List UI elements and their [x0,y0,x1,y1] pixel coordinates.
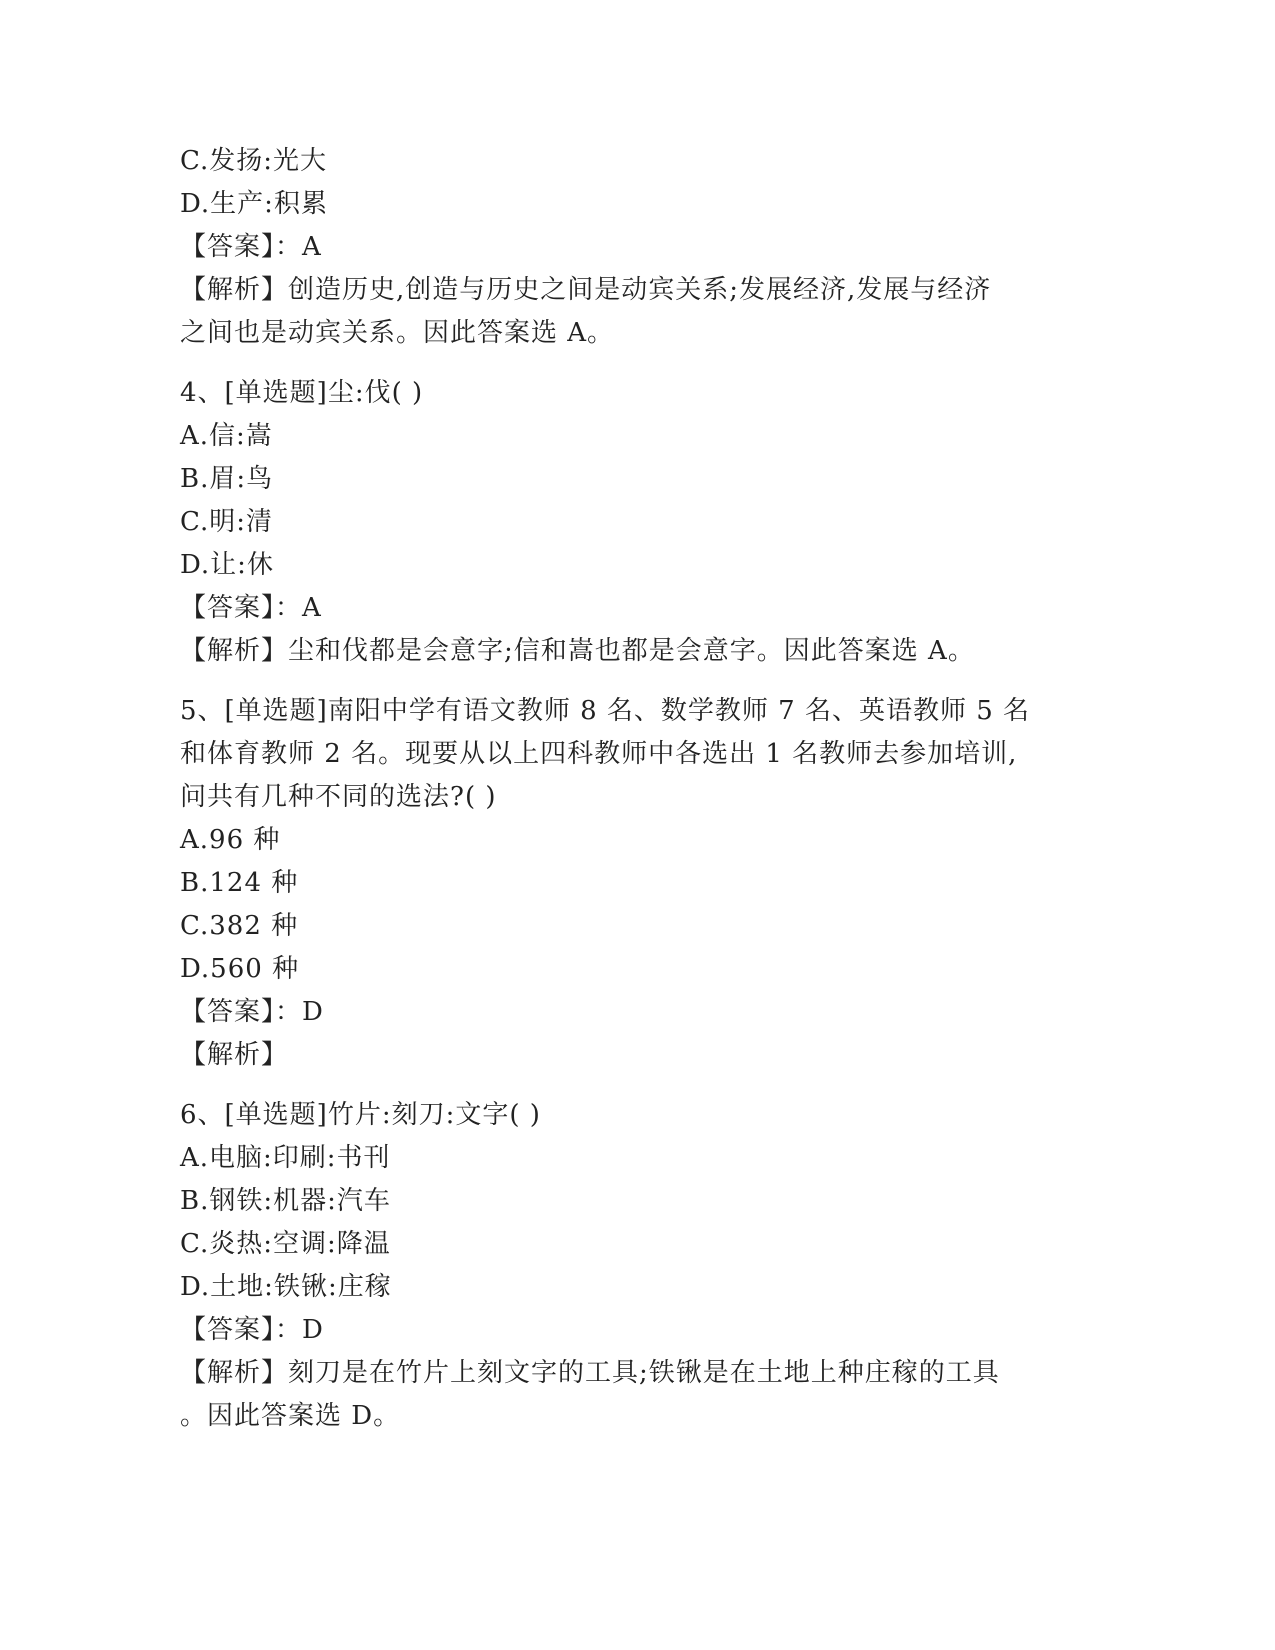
q3-analysis-line1: 创造历史,创造与历史之间是动宾关系;发展经济,发展与经济 [288,275,992,305]
q5-option-b: B.124 种 [180,868,299,898]
q3-analysis [180,269,1060,312]
q6-question: 6、[单选题]竹片:刻刀:文字( ) [180,1100,541,1130]
q6-analysis [180,1352,1060,1395]
q5-question-line1: 5、[单选题]南阳中学有语文教师 8 名、数学教师 7 名、英语教师 5 名 [180,696,1031,726]
q4-answer-value: A [302,593,322,623]
q3-answer-label: 【答案】： [180,232,303,262]
q6-analysis-line1: 刻刀是在竹片上刻文字的工具;铁锹是在土地上种庄稼的工具 [288,1358,1000,1388]
spacer [180,673,1060,690]
q5-answer-label: 【答案】： [180,997,303,1027]
q5-question-line3: 问共有几种不同的选法?( ) [180,782,497,812]
q6-answer-value: D [302,1315,324,1345]
q4-option-d: D.让:休 [180,550,274,580]
q4-analysis [180,630,1060,673]
q5-analysis [180,1034,1060,1077]
q3-answer-value: A [302,232,322,262]
q3-analysis-label: 【解析】 [180,275,289,305]
q5-question-line2: 和体育教师 2 名。现要从以上四科教师中各选出 1 名教师去参加培训, [180,739,1018,769]
q4-answer [180,587,1060,630]
q6-option-c: C.炎热:空调:降温 [180,1229,391,1259]
q6-option-b: B.钢铁:机器:汽车 [180,1186,391,1216]
q6-option-a: A.电脑:印刷:书刊 [180,1143,391,1173]
q3-answer [180,226,1060,269]
q6-answer-label: 【答案】： [180,1315,303,1345]
q3-analysis-line2: 之间也是动宾关系。因此答案选 A。 [180,318,615,348]
q4-analysis-label: 【解析】 [180,636,289,666]
q4-option-a: A.信:嵩 [180,421,273,451]
q6-option-d: D.土地:铁锹:庄稼 [180,1272,392,1302]
spacer [180,1077,1060,1094]
q5-option-a: A.96 种 [180,825,281,855]
spacer [180,355,1060,372]
q4-question: 4、[单选题]尘:伐( ) [180,378,424,408]
q6-answer [180,1309,1060,1352]
q4-option-b: B.眉:鸟 [180,464,274,494]
q6-analysis-label: 【解析】 [180,1358,289,1388]
q5-answer-value: D [302,997,324,1027]
q5-option-c: C.382 种 [180,911,299,941]
q5-analysis-label: 【解析】 [180,1040,289,1070]
q5-answer [180,991,1060,1034]
q4-analysis-text: 尘和伐都是会意字;信和嵩也都是会意字。因此答案选 A。 [288,636,975,666]
q4-answer-label: 【答案】： [180,593,303,623]
q3-option-d: D.生产:积累 [180,189,328,219]
document-page [180,140,1060,1438]
q4-option-c: C.明:清 [180,507,273,537]
q3-option-c: C.发扬:光大 [180,146,327,176]
q6-analysis-line2: 。因此答案选 D。 [180,1401,401,1431]
q5-option-d: D.560 种 [180,954,300,984]
